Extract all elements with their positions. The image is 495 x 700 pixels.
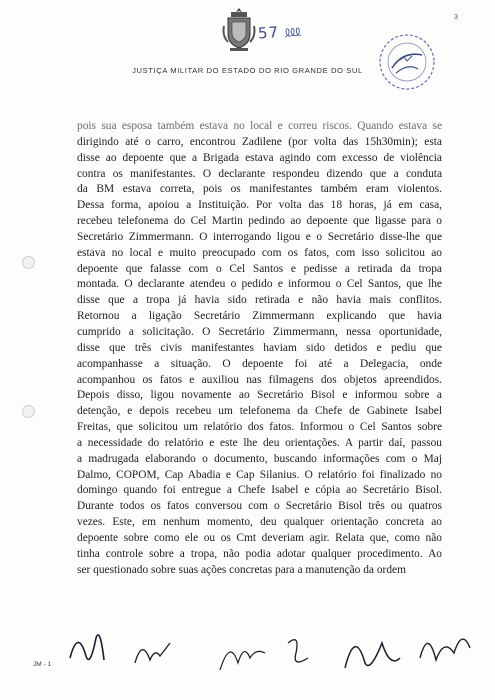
binder-hole-icon bbox=[22, 256, 35, 269]
signature-1 bbox=[70, 635, 104, 660]
page-number: 3 bbox=[454, 14, 458, 21]
binder-hole-icon bbox=[22, 405, 35, 418]
text-line: Dalmo, COPOM, Cap Abadia e Cap Silanius. O relatório foi finalizado no bbox=[77, 468, 442, 481]
signature-2 bbox=[135, 643, 170, 663]
text-line: disse que três civis manifestantes haviam sido detidos e pediu que bbox=[77, 341, 442, 354]
text-line: a necessidade do relatório e este lhe deu orientações. A partir daí, passou bbox=[77, 436, 442, 449]
signature-4 bbox=[288, 640, 308, 662]
text-line: estava no local e muito preocupado com os fatos, com isso solicitou ao bbox=[77, 246, 442, 259]
signature-5 bbox=[345, 643, 400, 668]
text-line: acompanhou os fatos e auxiliou nas filmagens dos objetos apreendidos. bbox=[77, 373, 442, 386]
signature-3 bbox=[220, 651, 265, 670]
text-line: da BM estava correta, pois os manifestantes também eram violentos. bbox=[77, 183, 442, 196]
text-line: Freitas, que solicitou um relatório dos fatos. Informou o Cel Santos sobre bbox=[77, 421, 442, 434]
text-line: tinha controle sobre a tropa, não podia adotar qualquer procedimento. Ao bbox=[77, 547, 442, 560]
text-line: disse ao depoente que a Brigada estava agindo com excesso de violência bbox=[77, 151, 442, 164]
text-line: cumprido a solicitação. O Secretário Zimmermann, nessa oportunidade, bbox=[77, 325, 442, 338]
court-seal-stamp-icon bbox=[378, 33, 436, 91]
text-line: vezes. Este, em nenhum momento, deu qualquer orientação concreta ao bbox=[77, 516, 442, 529]
text-line: Dessa forma, apoiou a Instituição. Por volta das 18 horas, já em casa, bbox=[77, 199, 442, 212]
text-line: a madrugada elaborando o documento, buscando informações com o Maj bbox=[77, 452, 442, 465]
text-line: depoente que falasse com o Cel Santos e pedisse a retirada da tropa bbox=[77, 262, 442, 275]
text-line: depoente sobre como ele ou os Cmt deveriam agir. Relata que, como não bbox=[77, 531, 442, 544]
text-line: Retornou a ligação Secretário Zimmermann explicando que havia bbox=[77, 310, 442, 323]
text-line: domingo quando foi entregue a Chefe Isabel e cópia ao Secretário Bisol. bbox=[77, 484, 442, 497]
testimony-text bbox=[77, 119, 442, 578]
coat-of-arms-icon bbox=[222, 6, 256, 52]
text-line: acompanhasse a situação. O depoente foi até a Delegacia, onde bbox=[77, 357, 442, 370]
signatures-area bbox=[60, 608, 480, 686]
text-line: contra os manifestantes. O declarante respondeu dizendo que a conduta bbox=[77, 167, 442, 180]
form-code: JM - 1 bbox=[33, 661, 52, 668]
text-line: detenção, e depois recebeu um telefonema da Chefe de Gabinete Isabel bbox=[77, 405, 442, 418]
text-line: recebeu telefonema do Cel Martin pedindo ao depoente que ligasse para o bbox=[77, 215, 442, 228]
signature-6 bbox=[420, 639, 470, 660]
text-line: Secretário Zimmermann. O interrogando ligou e o Secretário disse-lhe que bbox=[77, 230, 442, 243]
handwritten-page-number: 57 ⅏ bbox=[257, 21, 302, 43]
text-line: disse que a tropa já havia sido retirada e não havia mais conflitos. bbox=[77, 294, 442, 307]
text-line: ser questionado sobre suas ações concretas para a manutenção da ordem bbox=[77, 563, 406, 576]
institution-header: JUSTIÇA MILITAR DO ESTADO DO RIO GRANDE DO SUL bbox=[132, 66, 363, 75]
text-line: pois sua esposa também estava no local e correu riscos. Quando estava se bbox=[77, 120, 442, 132]
text-line: dirigindo até o carro, encontrou Zadilene (por volta das 15h30min); esta bbox=[77, 135, 442, 148]
text-line: Durante todos os fatos conversou com o Secretário Bisol três ou quatros bbox=[77, 500, 442, 513]
text-line: montada. O declarante atendeu o pedido e informou o Cel Santos, que lhe bbox=[77, 278, 442, 291]
text-line: Depois disso, ligou novamente ao Secretário Bisol e informou sobre a bbox=[77, 389, 442, 402]
